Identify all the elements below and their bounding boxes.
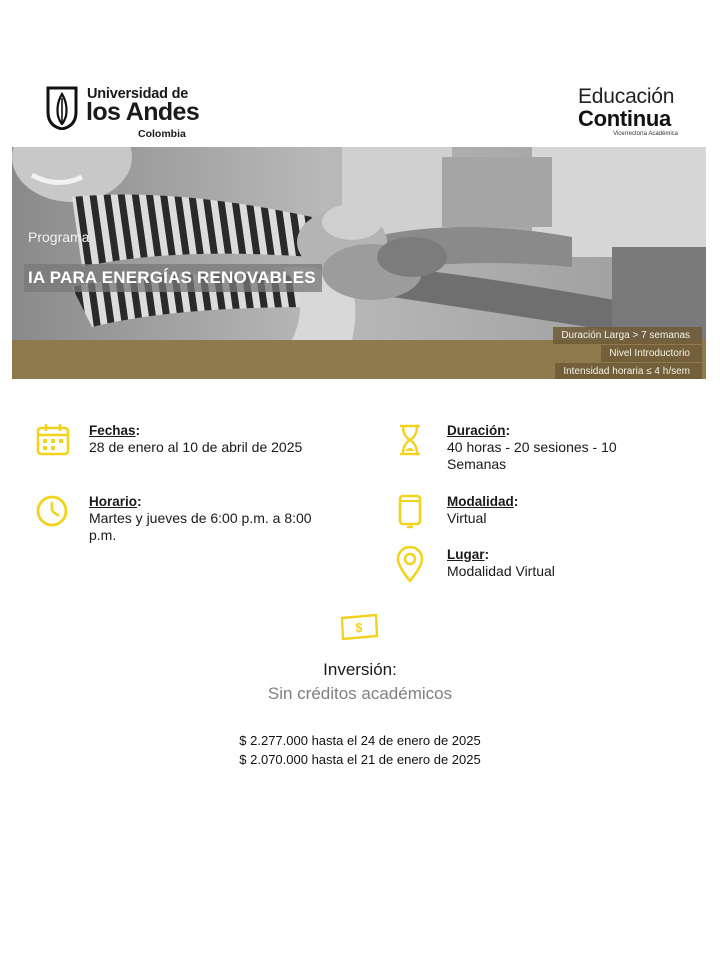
fechas-text [89,422,319,456]
tag-duration: Duración Larga > 7 semanas [553,327,702,344]
tablet-icon [394,493,430,529]
price-line-2: $ 2.070.000 hasta el 21 de enero de 2025 [239,752,481,767]
price-line-1: $ 2.277.000 hasta el 24 de enero de 2025 [239,733,481,748]
lugar-colon: : [484,546,490,562]
fechas-label: Fechas [89,423,136,438]
horario-label: Horario [89,494,138,509]
info-lugar [394,546,674,586]
horario-colon: : [137,493,142,509]
educacion-continua-logo [578,86,678,137]
tag-level: Nivel Introductorio [601,345,702,362]
location-pin-icon [394,546,430,582]
money-bill-icon [338,612,380,642]
tag-intensity: Intensidad horaria ≤ 4 h/sem [555,363,702,379]
ec-line2: Continua [578,106,671,131]
info-modalidad [394,493,674,533]
duracion-colon: : [505,422,511,438]
svg-text:$: $ [355,620,363,635]
program-title: IA PARA ENERGÍAS RENOVABLES [24,264,322,292]
fechas-colon: : [135,422,141,438]
hourglass-icon [394,422,430,458]
modalidad-text [447,493,647,527]
uniandes-crest-icon [44,86,80,130]
program-label: Programa [28,229,90,245]
info-fechas [36,422,316,472]
modalidad-colon: : [513,493,519,509]
lugar-text [447,546,647,580]
calendar-icon [36,422,72,458]
fechas-value: 28 de enero al 10 de abril de 2025 [89,439,303,455]
modalidad-value: Virtual [447,510,487,526]
info-duracion [394,422,674,472]
duracion-label: Duración [447,423,506,438]
investment-title: Inversión: [323,660,397,679]
lugar-label: Lugar [447,547,485,562]
info-horario [36,493,316,543]
horario-value: Martes y jueves de 6:00 p.m. a 8:00 p.m. [89,510,312,543]
ec-line1: Educación [578,85,675,108]
modalidad-label: Modalidad [447,494,514,509]
university-name-line1: Universidad de [87,86,189,102]
duracion-text [447,422,647,473]
horario-text [89,493,319,544]
university-name-line2: los Andes [86,98,200,126]
clock-icon [36,493,72,529]
program-banner [12,147,706,379]
duracion-value: 40 horas - 20 sesiones - 10 Semanas [447,439,617,472]
investment-subtitle: Sin créditos académicos [267,684,453,703]
uniandes-logo [44,84,204,144]
university-country: Colombia [138,128,186,140]
lugar-value: Modalidad Virtual [447,563,555,579]
ec-line3: Vicerrectoría Académica [613,131,678,137]
